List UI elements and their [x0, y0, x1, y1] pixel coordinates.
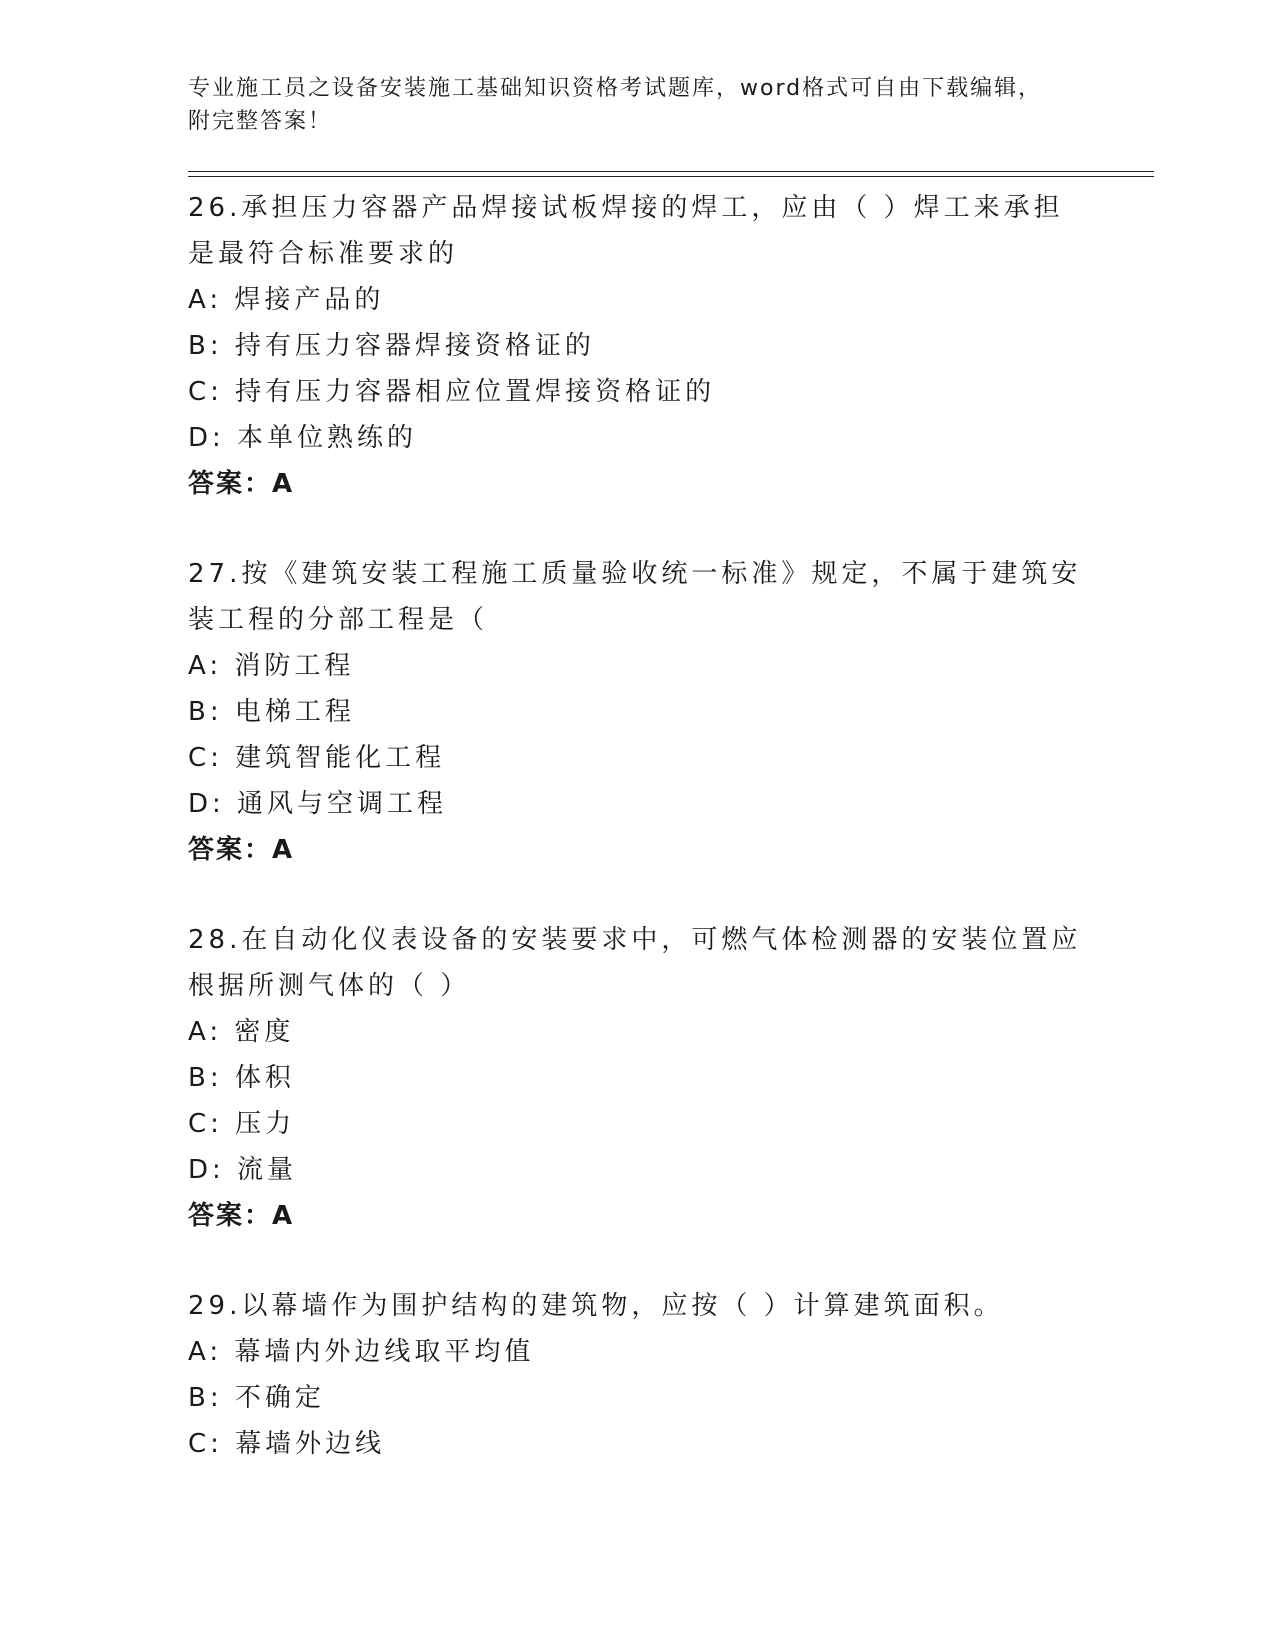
header-divider-bottom: [188, 176, 1154, 177]
option-c: C: 幕墙外边线: [188, 1429, 386, 1459]
answer: 答案：A: [188, 469, 295, 499]
option-b: B: 电梯工程: [188, 697, 355, 727]
question-stem: 27.按《建筑安装工程施工质量验收统一标准》规定，不属于建筑安装工程的分部工程是（: [188, 559, 1082, 635]
header-divider-top: [188, 171, 1154, 172]
answer: 答案：A: [188, 1201, 295, 1231]
header-line-2: 附完整答案！: [188, 109, 333, 134]
option-a: A: 密度: [188, 1017, 295, 1047]
question-stem: 28.在自动化仪表设备的安装要求中，可燃气体检测器的安装位置应根据所测气体的（ ）: [188, 925, 1082, 1001]
option-b: B: 不确定: [188, 1383, 325, 1413]
header-line-1: 专业施工员之设备安装施工基础知识资格考试题库，word格式可自由下载编辑，: [188, 76, 1043, 101]
option-a: A: 幕墙内外边线取平均值: [188, 1337, 535, 1367]
option-c: C: 建筑智能化工程: [188, 743, 446, 773]
question-29: [188, 1283, 1088, 1467]
option-d: D: 本单位熟练的: [188, 423, 418, 453]
option-d: D: 流量: [188, 1155, 298, 1185]
question-28: [188, 917, 1088, 1239]
answer: 答案：A: [188, 835, 295, 865]
question-list: [188, 185, 1088, 1467]
option-a: A: 消防工程: [188, 651, 355, 681]
document-header: [188, 72, 1088, 138]
option-c: C: 持有压力容器相应位置焊接资格证的: [188, 377, 716, 407]
option-b: B: 体积: [188, 1063, 295, 1093]
question-stem: 29.以幕墙作为围护结构的建筑物，应按（ ）计算建筑面积。: [188, 1291, 1004, 1321]
option-b: B: 持有压力容器焊接资格证的: [188, 331, 595, 361]
option-d: D: 通风与空调工程: [188, 789, 448, 819]
option-c: C: 压力: [188, 1109, 296, 1139]
question-stem: 26.承担压力容器产品焊接试板焊接的焊工，应由（ ）焊工来承担是最符合标准要求的: [188, 193, 1064, 269]
question-26: [188, 185, 1088, 507]
option-a: A: 焊接产品的: [188, 285, 385, 315]
question-27: [188, 551, 1088, 873]
